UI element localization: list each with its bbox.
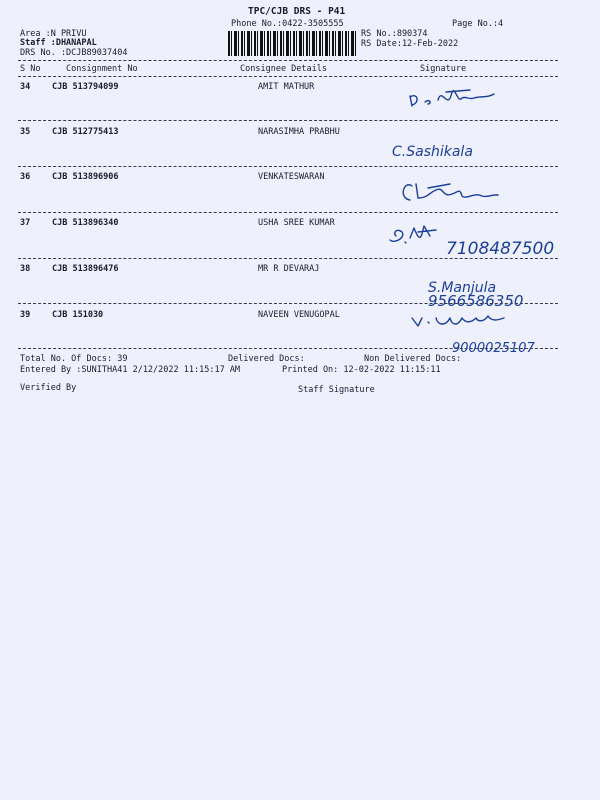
column-header-signature: Signature	[420, 64, 467, 74]
signature-row-38: S.Manjula	[428, 280, 497, 296]
row-consignment: CJB 512775413	[52, 127, 119, 137]
row-consignee: MR R DEVARAJ	[258, 264, 320, 274]
row-consignee: NARASIMHA PRABHU	[258, 127, 340, 137]
column-header-consignee: Consignee Details	[240, 64, 327, 74]
entered-by: Entered By :SUNITHA41 2/12/2022 11:15:17 AM	[20, 365, 241, 375]
printed-on: Printed On: 12-02-2022 11:15:11	[282, 365, 441, 375]
total-docs: Total No. Of Docs: 39	[20, 354, 128, 364]
row-consignment: CJB 513896340	[52, 218, 119, 228]
column-header-sno: S No	[20, 64, 41, 74]
document-title: TPC/CJB DRS - P41	[248, 6, 346, 17]
row-consignee: NAVEEN VENUGOPAL	[258, 310, 340, 320]
phone-row-37: 7108487500	[446, 239, 555, 259]
verified-by: Verified By	[20, 383, 77, 393]
drs-number: DRS No. :DCJB89037404	[20, 48, 128, 58]
signature-row-35: C.Sashikala	[392, 144, 473, 160]
row-consignee: VENKATESWARAN	[258, 172, 325, 182]
row-consignment: CJB 513794099	[52, 82, 119, 92]
signature-row-34	[410, 90, 494, 106]
signature-row-37	[390, 226, 436, 243]
row-sno: 37	[20, 218, 31, 228]
staff-label: Staff :DHANAPAL	[20, 38, 97, 48]
delivered-docs: Delivered Docs:	[228, 354, 305, 364]
staff-signature: Staff Signature	[298, 385, 375, 395]
row-sno: 39	[20, 310, 31, 320]
row-consignment: CJB 151030	[52, 310, 104, 320]
page-number: Page No.:4	[452, 19, 504, 29]
row-consignment: CJB 513896906	[52, 172, 119, 182]
signature-row-39	[412, 316, 504, 326]
row-sno: 34	[20, 82, 31, 92]
row-consignee: USHA SREE KUMAR	[258, 218, 335, 228]
phone-row-39: 9000025107	[452, 341, 535, 356]
row-consignment: CJB 513896476	[52, 264, 119, 274]
area-label: Area :N PRIVU	[20, 29, 87, 39]
row-sno: 36	[20, 172, 31, 182]
row-sno: 38	[20, 264, 31, 274]
non-delivered-docs: Non Delivered Docs:	[364, 354, 462, 364]
row-sno: 35	[20, 127, 31, 137]
signature-row-36	[403, 184, 498, 200]
column-header-consignment: Consignment No	[66, 64, 138, 74]
phone-row-38: 9566586350	[428, 292, 524, 310]
row-consignee: AMIT MATHUR	[258, 82, 315, 92]
rs-number: RS No.:890374	[361, 29, 428, 39]
phone-number: Phone No.:0422-3505555	[231, 19, 344, 29]
rs-date: RS Date:12-Feb-2022	[361, 39, 459, 49]
